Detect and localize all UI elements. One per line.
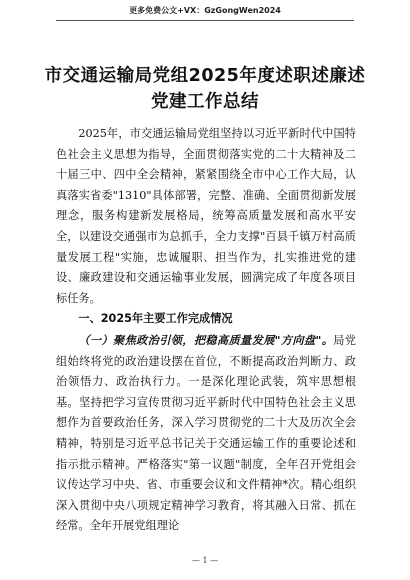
header-note: 更多免费公文+VX：GzGongWen2024 — [129, 6, 281, 15]
page-number: — 1 — — [191, 556, 219, 565]
section-heading: 一、2025年主要工作完成情况 — [78, 312, 233, 326]
intro-paragraph: 2025年，市交通运输局党组坚持以习近平新时代中国特色社会主义思想为指导，全面贯彻落实党的二十大精神及二十届三中、四中全会精神，紧紧围绕全市中心工作大局，认真落实省委"1310"具体部署，完整、准确、全面贯彻新发展理念，服务构建新发展格局，统筹高质量发展和高水平安全，以建设交通强市为总抓手，全力支撑"百县千镇万村高质量发展工程"实施，忠诚履职、担当作为，扎实推进党的建设、廉政建设和交通运输事业发展，圆满完成了年度各项目标任务。 — [56, 127, 356, 305]
subsection-text: 局党组始终将党的政治建设摆在首位，不断提高政治判断力、政治领悟力、政治执行力。一是深化理论武装，筑牢思想根基。坚持把学习宣传贯彻习近平新时代中国特色社会主义思想作为首要政治任务，深入学习贯彻党的二十大及历次全会精神，特别是习近平总书记关于交通运输工作的重要论述和指示批示精神。严格落实"第一议题"制度，全年召开党组会议传达学习中央、省、市重要会议和文件精神*次。精心组织深入贯彻中央八项规定精神学习教育，将其融入日常、抓在经常。全年开展党组理论 — [56, 333, 356, 533]
subsection-heading: （一）聚焦政治引领，把稳高质量发展"方向盘"。 — [78, 332, 334, 347]
document-title-line-1: 市交通运输局党组2025年度述职述廉述 — [44, 66, 366, 86]
document-title-line-2: 党建工作总结 — [151, 92, 259, 112]
header-divider — [56, 20, 354, 21]
subsection-paragraph — [56, 330, 356, 537]
document-body — [56, 124, 356, 537]
